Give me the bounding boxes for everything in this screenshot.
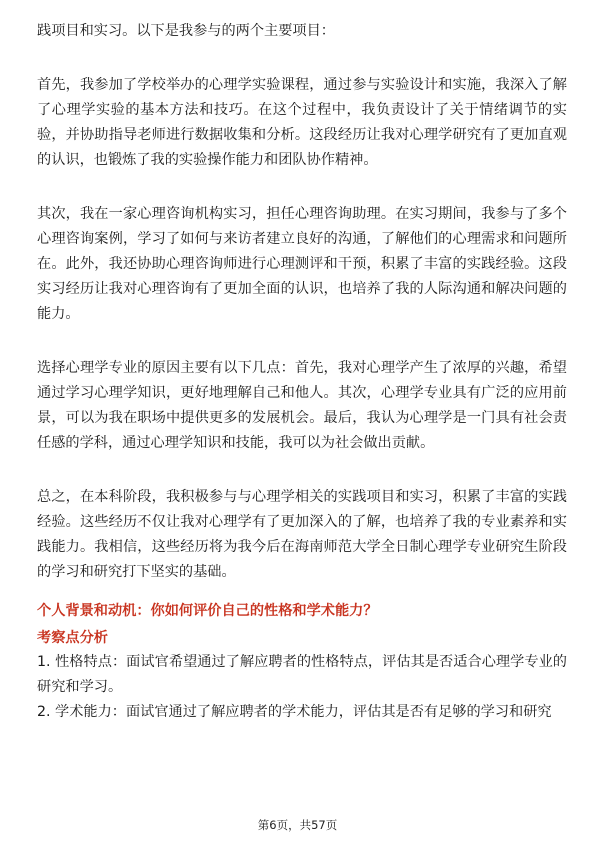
page-number: 第6页，共57页	[257, 818, 338, 832]
document-page	[37, 19, 567, 725]
question-title: 个人背景和动机：你如何评价自己的性格和学术能力？	[37, 603, 378, 619]
analysis-heading: 考察点分析	[37, 630, 108, 646]
paragraph-major-reasons: 选择心理学专业的原因主要有以下几点：首先，我对心理学产生了浓厚的兴趣，希望通过学习心理学知识，更好地理解自己和他人。其次，心理学专业具有广泛的应用前景，可以为我在职场中提供更多的发展机会。最后，我认为心理学是一门具有社会责任感的学科，通过心理学知识和技能，我可以为社会做出贡献。	[37, 360, 567, 451]
paragraph-second-project: 其次，我在一家心理咨询机构实习，担任心理咨询助理。在实习期间，我参与了多个心理咨询案例，学习了如何与来访者建立良好的沟通，了解他们的心理需求和问题所在。此外，我还协助心理咨询师进行心理测评和干预，积累了丰富的实践经验。这段实习经历让我对心理咨询有了更加全面的认识，也培养了我的人际沟通和解决问题的能力。	[37, 206, 567, 322]
paragraph-continuation: 践项目和实习。以下是我参与的两个主要项目：	[37, 23, 335, 39]
analysis-item-academic: 2. 学术能力：面试官通过了解应聘者的学术能力，评估其是否有足够的学习和研究	[37, 704, 552, 720]
paragraph-first-project: 首先，我参加了学校举办的心理学实验课程，通过参与实验设计和实施，我深入了解了心理学实验的基本方法和技巧。在这个过程中，我负责设计了关于情绪调节的实验，并协助指导老师进行数据收集和分析。这段经历让我对心理学研究有了更加直观的认识，也锻炼了我的实验操作能力和团队协作精神。	[37, 77, 567, 168]
paragraph-summary: 总之，在本科阶段，我积极参与与心理学相关的实践项目和实习，积累了丰富的实践经验。这些经历不仅让我对心理学有了更加深入的了解，也培养了我的专业素养和实践能力。我相信，这些经历将为我今后在海南师范大学全日制心理学专业研究生阶段的学习和研究打下坚实的基础。	[37, 489, 567, 580]
analysis-item-personality: 1. 性格特点：面试官希望通过了解应聘者的性格特点，评估其是否适合心理学专业的研究和学习。	[37, 654, 567, 695]
